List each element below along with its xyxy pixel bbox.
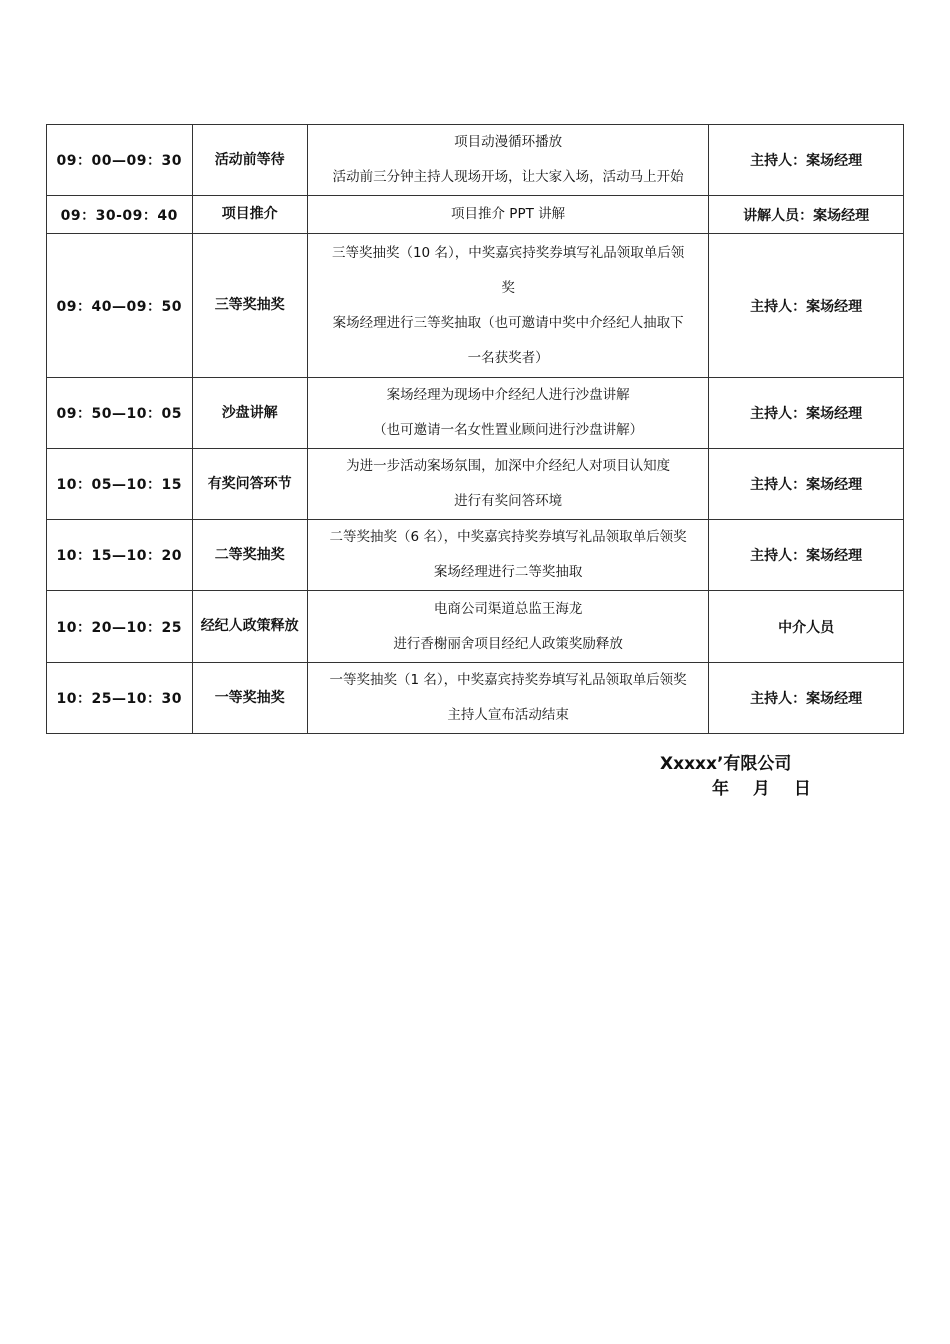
host-cell: 讲解人员：案场经理 (709, 196, 904, 234)
description-line: 电商公司渠道总监王海龙 (433, 600, 583, 617)
host-cell: 主持人：案场经理 (709, 520, 904, 591)
table-row (47, 125, 904, 196)
description-line: 为进一步活动案场氛围，加深中介经纪人对项目认知度 (346, 458, 671, 474)
host-cell: 主持人：案场经理 (709, 378, 904, 449)
description-line: 主持人宣布活动结束 (447, 707, 569, 723)
table-row (47, 378, 904, 449)
description-line: 案场经理进行三等奖抽取（也可邀请中奖中介经纪人抽取下 (332, 314, 684, 331)
time-cell: 09：30-09：40 (47, 196, 193, 234)
description-line: 活动前三分钟主持人现场开场，让大家入场，活动马上开始 (332, 169, 684, 185)
table-row (47, 591, 904, 663)
description-cell (307, 234, 708, 378)
description-cell (307, 449, 708, 520)
description-line: 项目动漫循环播放 (454, 134, 563, 150)
description-cell (307, 520, 708, 591)
time-cell: 10：05—10：15 (47, 449, 193, 520)
description-line: 一等奖抽奖（1 名），中奖嘉宾持奖券填写礼品领取单后领奖 (329, 672, 687, 688)
description-cell (307, 663, 708, 734)
host-cell: 主持人：案场经理 (709, 125, 904, 196)
table-row (47, 520, 904, 591)
table-row (47, 196, 904, 234)
description-cell (307, 196, 708, 234)
description-line: 项目推介 PPT 讲解 (451, 206, 566, 222)
description-line: 奖 (501, 279, 515, 296)
description-line: 一名获奖者） (467, 349, 549, 366)
host-cell: 主持人：案场经理 (709, 234, 904, 378)
item-cell: 沙盘讲解 (192, 378, 307, 449)
time-cell: 09：40—09：50 (47, 234, 193, 378)
item-cell: 有奖问答环节 (192, 449, 307, 520)
description-cell (307, 591, 708, 663)
signature-date: 年 月 日 (712, 779, 811, 799)
description-line: 进行有奖问答环境 (454, 493, 563, 509)
time-cell: 09：00—09：30 (47, 125, 193, 196)
host-cell: 主持人：案场经理 (709, 663, 904, 734)
table-row (47, 449, 904, 520)
description-cell (307, 378, 708, 449)
description-line: 案场经理进行二等奖抽取 (433, 564, 583, 580)
time-cell: 10：15—10：20 (47, 520, 193, 591)
time-cell: 10：20—10：25 (47, 591, 193, 663)
description-line: 三等奖抽奖（10 名），中奖嘉宾持奖券填写礼品领取单后领 (331, 244, 685, 261)
item-cell: 项目推介 (192, 196, 307, 234)
table-row (47, 663, 904, 734)
signature-block (660, 752, 860, 802)
item-cell: 活动前等待 (192, 125, 307, 196)
host-cell: 主持人：案场经理 (709, 449, 904, 520)
item-cell: 一等奖抽奖 (192, 663, 307, 734)
description-line: 进行香榭丽舍项目经纪人政策奖励释放 (393, 635, 623, 652)
table-row (47, 234, 904, 378)
time-cell: 09：50—10：05 (47, 378, 193, 449)
item-cell: 三等奖抽奖 (192, 234, 307, 378)
description-line: （也可邀请一名女性置业顾问进行沙盘讲解） (373, 422, 644, 438)
time-cell: 10：25—10：30 (47, 663, 193, 734)
company-name: Xxxxx’有限公司 (660, 754, 792, 774)
schedule-table (46, 124, 904, 734)
description-cell (307, 125, 708, 196)
description-line: 案场经理为现场中介经纪人进行沙盘讲解 (386, 387, 630, 403)
description-line: 二等奖抽奖（6 名），中奖嘉宾持奖券填写礼品领取单后领奖 (329, 529, 687, 545)
host-cell: 中介人员 (709, 591, 904, 663)
item-cell: 经纪人政策释放 (192, 591, 307, 663)
item-cell: 二等奖抽奖 (192, 520, 307, 591)
